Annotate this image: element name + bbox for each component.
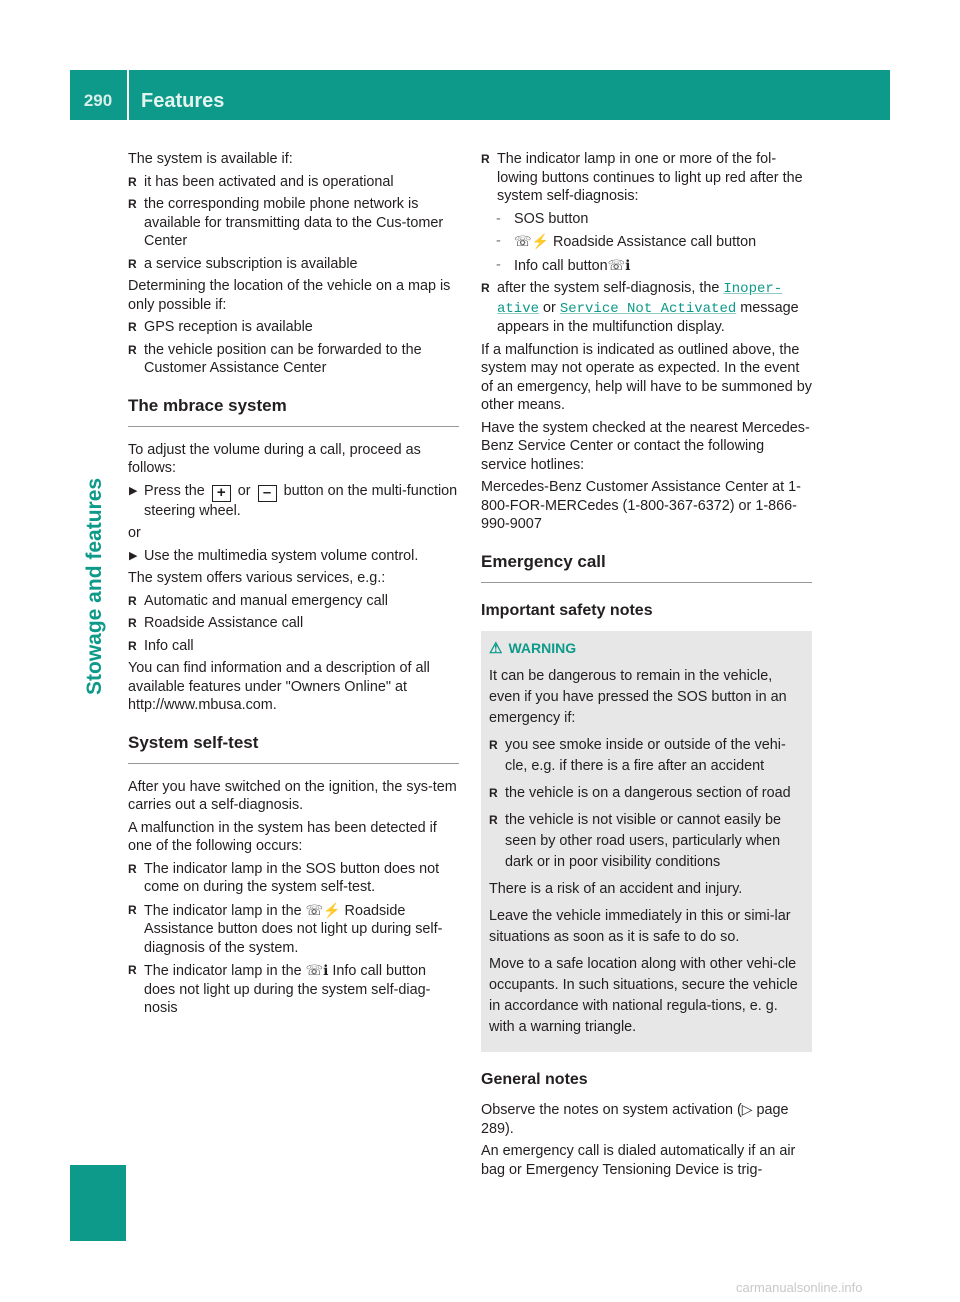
list-item: R Roadside Assistance call [128,615,304,631]
list-item: R The indicator lamp in the ☏ℹ Info call button does not light up during the system self-diag-nosis [128,962,431,1016]
warning-title: ⚠ WARNING [489,639,577,657]
list-item: R the corresponding mobile phone network is available for transmitting data to the Cus-tomer Center [128,196,444,249]
bullet-icon: R [128,593,137,608]
list-item: R a service subscription is available [128,255,358,272]
page-number: 290 [83,91,113,110]
list-item: R GPS reception is available [128,319,313,335]
side-tab-label: Stowage and features [83,477,106,695]
list-item: R Info call [128,637,194,654]
sub-list-item: - SOS button [496,210,589,227]
dash-icon: - [496,210,501,227]
list-item: R Automatic and manual emergency call [128,592,388,609]
warning-box [481,631,812,1053]
left-column [128,150,459,1022]
warning-text: It can be dangerous to remain in the vehicle, even if you have pressed the SOS button in an emergency if: [489,668,787,726]
warning-icon: ⚠ [489,639,503,657]
bullet-icon: R [481,152,490,166]
sub-list-item: - ☏⚡ Roadside Assistance call button [496,233,757,250]
bullet-icon: R [128,638,137,653]
move-text: Move to a safe location along with other vehi-cle occupants. In such situations, secure the vehicle in accordance with national regula-tions, e. g. with a warning triangle. [489,956,798,1035]
bullet-icon: R [128,174,137,189]
general-heading: General notes [481,1071,588,1088]
bullet-icon: R [489,738,498,752]
bullet-icon: R [489,786,498,800]
bullet-icon: R [128,320,137,334]
leave-text: Leave the vehicle immediately in this or simi-lar situations as soon as it is safe to do so. [489,908,791,945]
intro-text: The system is available if: [128,151,293,167]
selftest-heading: System self-test [128,733,459,764]
bullet-icon: R [128,861,137,876]
bullet-icon: R [128,963,137,977]
selftest-text: After you have switched on the ignition, the sys-tem carries out a self-diagnosis. [128,778,457,813]
step-arrow-icon: ▶ [129,484,138,497]
page-reference-link[interactable]: page 289). [481,1102,789,1137]
malfunction-para: If a malfunction is indicated as outlined above, the system may not operate as expected. In the event of an emergency, help will have to be summoned by other means. [481,341,812,413]
auto-text: An emergency call is dialed automatically if an air bag or Emergency Tensioning Device is trig- [481,1143,796,1178]
right-column [481,150,812,1183]
volume-text: To adjust the volume during a call, proceed as follows: [128,441,421,476]
list-item: R The indicator lamp in the ☏⚡ Roadside Assistance button does not light up during self-diagnosis of the system. [128,901,443,956]
dash-icon: - [496,233,501,249]
step-press-buttons: ▶ Press the + or – button on the multi-function steering wheel. [129,482,458,519]
owners-text: You can find information and a description of all available features under "Owners Online" at http://www.mbusa.com. [128,660,430,713]
or-text: or [128,525,141,541]
plus-key-icon: + [212,485,231,502]
watermark: carmanualsonline.info [736,1280,863,1295]
checked-para: Have the system checked at the nearest Mercedes-Benz Service Center or contact the following service hotlines: [481,419,810,473]
mbrace-heading: The mbrace system [128,396,459,427]
bullet-icon: R [128,902,137,917]
header-divider [127,70,129,120]
page-reference-icon: ▷ [741,1101,753,1117]
sub-list-item: - Info call button☏ℹ [496,256,631,274]
observe-text: Observe the notes on system activation (▷ page 289). [481,1101,789,1137]
location-text: Determining the location of the vehicle on a map is only possible if: [128,278,451,313]
info-call-icon: ☏ℹ [607,256,631,273]
step-arrow-icon: ▶ [129,549,138,562]
list-item: R it has been activated and is operational [128,173,394,190]
bullet-icon: R [128,256,137,271]
hotline-para: Mercedes-Benz Customer Assistance Center at 1-800-FOR-MERCedes (1-800-367-6372) or 1-866-990-9007 [481,479,801,532]
section-title: Features [141,90,225,112]
bullet-icon: R [128,197,137,211]
step-multimedia: ▶ Use the multimedia system volume control. [129,547,419,564]
dash-icon: - [496,256,501,273]
service-not-activated-message: Service Not Activated [559,300,737,317]
list-item: R you see smoke inside or outside of the vehi-cle, e.g. if there is a fire after an accident [489,737,786,774]
side-tab-block [70,1165,126,1241]
inoperative-message: Inoper-ative [497,281,783,317]
bullet-icon: R [489,813,498,827]
emergency-heading: Emergency call [481,552,812,583]
minus-key-icon: – [258,485,277,502]
list-item: R The indicator lamp in the SOS button does not come on during the system self-test. [128,860,440,895]
risk-text: There is a risk of an accident and injury. [489,881,743,897]
list-item: R the vehicle is on a dangerous section of road [489,783,804,804]
list-item: R the vehicle position can be forwarded to the Customer Assistance Center [128,341,422,376]
list-item: R The indicator lamp in one or more of the fol-lowing buttons continues to light up red after the system self-diagnosis: [481,151,803,204]
bullet-icon: R [128,342,137,357]
roadside-assistance-icon: ☏⚡ [514,233,549,249]
list-item: R after the system self-diagnosis, the Inoper-ative or Service Not Activated message appears in the multifunction display. [481,280,799,335]
bullet-icon: R [128,616,137,630]
info-call-icon: ☏ℹ [305,962,329,978]
safety-heading: Important safety notes [481,601,653,619]
services-text: The system offers various services, e.g.: [128,570,386,586]
roadside-assistance-icon: ☏⚡ [305,901,341,918]
bullet-icon: R [481,281,490,295]
list-item: R the vehicle is not visible or cannot easily be seen by other road users, particularly when dark or in poor visibility conditions [489,812,781,870]
malfunction-text: A malfunction in the system has been detected if one of the following occurs: [128,819,437,854]
